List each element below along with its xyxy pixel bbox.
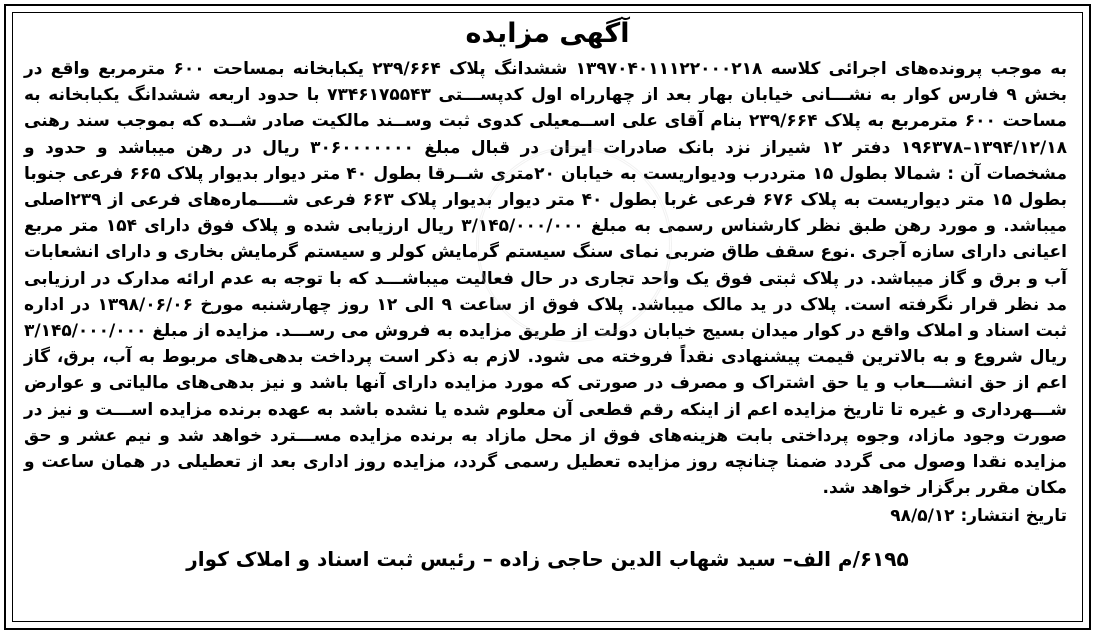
publish-date: تاریخ انتشار: ۹۸/۵/۱۲ xyxy=(890,506,1067,527)
notice-body: به موجب پرونده‌های اجرائی کلاسه ۱۳۹۷۰۴۰۱۱۱۲۲۰۰۰۲۱۸ ششدانگ پلاک ۲۳۹/۶۶۴ یکبابخانه بمساحت ۶۰۰ مترمربع واقع در بخش ۹ فارس کوار به نشـــانی خیابان بهار بعد از چهارراه اول کدپســـتی ۷۳۴۶۱۷۵۵۴۳ با حدود اربعه ششدانگ یکبابخانه به مساحت ۶۰۰ مترمربع به پلاک ۲۳۹/۶۶۴ بنام آقای علی اســمعیلی کدوی ثبت وســند مالکیت صادر شــده که بموجب سند رهنی ۱۳۹۴/۱۲/۱۸–۱۹۶۳۷۸ دفتر ۱۲ شیراز نزد بانک صادرات ایران در قبال مبلغ ۳۰۶۰۰۰۰۰۰۰ ریال در رهن میباشد و حدود و مشخصات آن : شمالا بطول ۱۵ متردرب ودیواریست به خیابان ۲۰متری شــرقا بطول ۴۰ متر دیوار بدیوار پلاک ۶۶۵ فرعی جنوبا بطول ۱۵ متر دیواریست به پلاک ۶۷۶ فرعی غربا بطول ۴۰ متر دیوار بدیوار پلاک ۶۶۳ فرعی شــــماره‌های فرعی از ۲۳۹اصلی میباشد. و مورد رهن طبق نظر کارشناس رسمی به مبلغ ۳/۱۴۵/۰۰۰/۰۰۰ ریال ارزیابی شده و پلاک فوق دارای ۱۵۴ متر مربع اعیانی دارای سازه آجری .نوع سقف طاق ضربی نمای سنگ سیستم گرمایش کولر و سیستم گرمایش بخاری و دارای انشعابات آب و برق و گاز میباشد. در پلاک ثبتی فوق یک واحد تجاری در حال فعالیت میباشـــد که با توجه به عدم ارائه مدارک در ارزیابی مد نظر قرار نگرفته است. پلاک در ید مالک میباشد. پلاک فوق از ساعت ۹ الی ۱۲ روز چهارشنبه مورخ ۱۳۹۸/۰۶/۰۶ در اداره ثبت اسناد و املاک واقع در کوار میدان بسیج خیابان دولت از طریق مزایده به فروش می رســـد. مزایده از مبلغ ۳/۱۴۵/۰۰۰/۰۰۰ ریال شروع و به بالاترین قیمت پیشنهادی نقداً فروخته می شود. لازم به ذکر است پرداخت بدهی‌های مربوط به آب، برق، گاز اعم از حق انشـــعاب و یا حق اشتراک و مصرف در صورتی که مورد مزایده دارای آنها باشد و نیز بدهی‌های مالیاتی و عوارض شـــهرداری و غیره تا تاریخ مزایده اعم از اینکه رقم قطعی آن معلوم شده یا نشده باشد به عهده برنده مزایده اســـت و نیز در صورت وجود مازاد، وجوه پرداختی بابت هزینه‌های فوق از محل مازاد به برنده مزایده مســـترد خواهد شد و نیم عشر و حق مزایده نقدا وصول می گردد ضمنا چنانچه روز مزایده تعطیل رسمی گردد، مزایده روز اداری بعد از تعطیلی در همان ساعت و مکان مقرر برگزار خواهد شد. xyxy=(24,59,1068,499)
signature-line: ۶۱۹۵/م الف– سید شهاب الدین حاجی زاده – رئیس ثبت اسناد و املاک کوار xyxy=(186,547,909,572)
notice-title: آگهی مزایده xyxy=(465,18,630,49)
auction-notice xyxy=(4,4,1091,630)
